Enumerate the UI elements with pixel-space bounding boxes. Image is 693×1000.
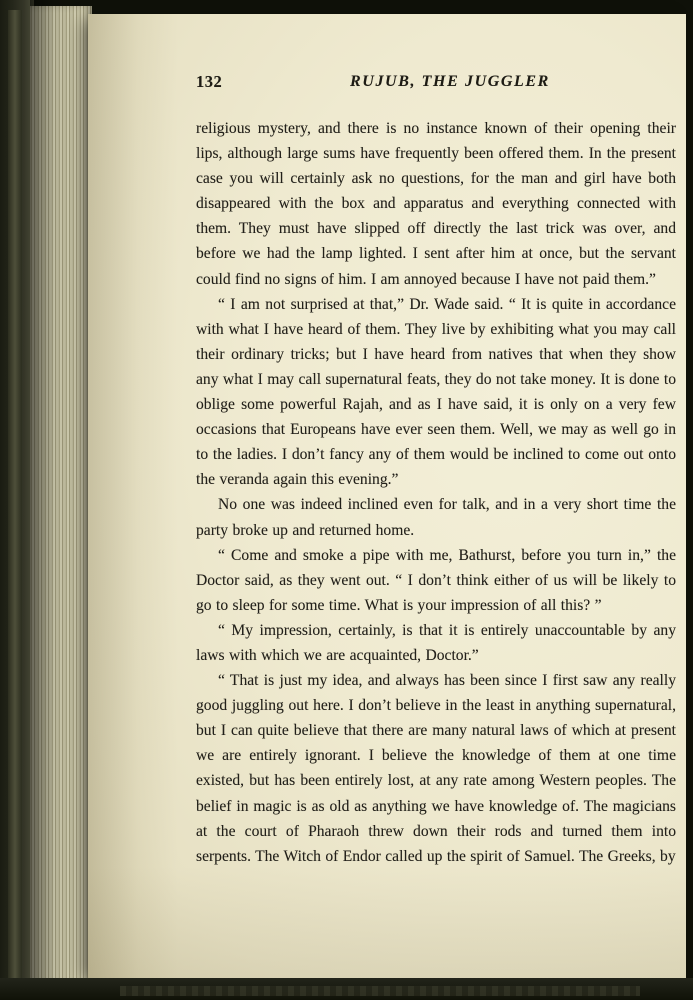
text-block [196, 72, 676, 869]
paragraph-6: “ That is just my idea, and always has been since I first saw any really good juggling out here. I don’t believe in the least in anything supernatural, but I can quite believe that there are many natural laws of which at present we are entirely ignorant. I believe the knowledge of them at one time existed, but has been entirely lost, at any rate among Western peoples. The belief in magic is as old as anything we have knowledge of. The magicians at the court of Pharaoh threw down their rods and turned them into serpents. The Witch of Endor called up the spirit of Samuel. The Greeks, by [196, 672, 676, 865]
binding-inner-edge [8, 10, 22, 990]
scanner-bed [0, 978, 693, 1000]
book-binding [0, 0, 34, 1000]
running-head [196, 72, 676, 98]
paragraph-3: No one was indeed inclined even for talk, and in a very short time the party broke up and returned home. [196, 496, 676, 539]
page-leaf [88, 14, 686, 986]
scanner-bed-texture [120, 986, 640, 996]
gutter-shadow [30, 0, 92, 1000]
paragraph-2: “ I am not surprised at that,” Dr. Wade said. “ It is quite in accordance with what I have heard of them. They live by exhibiting what you may call their ordinary tricks; but I have heard from natives that when they show any what I may call supernatural feats, they do not take money. It is done to oblige some powerful Rajah, and as I have said, it is only on a very few occasions that Europeans have ever seen them. Well, we may as well go in to the ladies. I don’t fancy any of them would be inclined to come out onto the veranda again this evening.” [196, 295, 676, 489]
paragraph-4: “ Come and smoke a pipe with me, Bathurst, before you turn in,” the Doctor said, as they went out. “ I don’t think either of us will be likely to go to sleep for some time. What is your impression of all this? ” [196, 546, 676, 614]
running-head-title: RUJUB, THE JUGGLER [350, 73, 550, 90]
paragraph-5: “ My impression, certainly, is that it is entirely unaccountable by any laws with which we are acquainted, Doctor.” [196, 621, 676, 664]
paragraph-1: religious mystery, and there is no instance known of their opening their lips, although large sums have frequently been offered them. In the present case you will certainly ask no questions, for the man and girl have both disappeared with the box and apparatus and everything connected with them. They must have slipped off directly the last trick was over, and before we had the lamp lighted. I sent after him at once, but the servant could find no signs of him. I am annoyed because I have not paid them.” [196, 120, 676, 288]
page-number: 132 [196, 72, 223, 91]
